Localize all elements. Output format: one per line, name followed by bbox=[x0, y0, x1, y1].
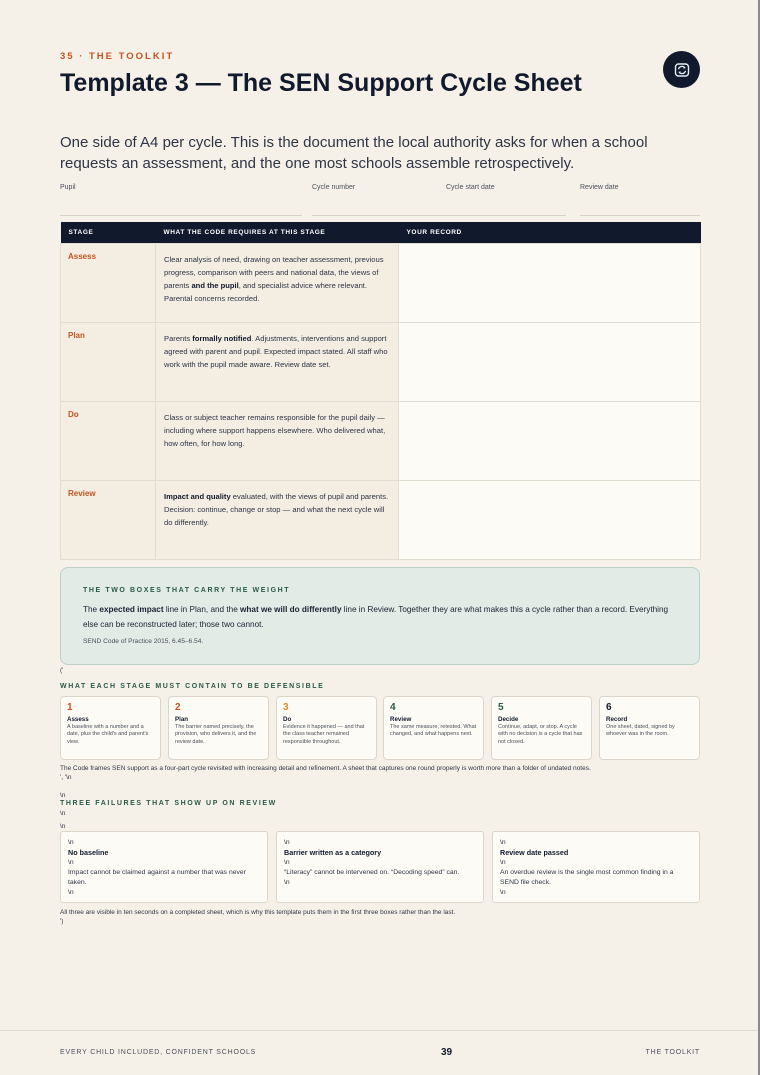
cycle-start-date-field[interactable] bbox=[446, 184, 566, 216]
refresh-cycle-icon bbox=[674, 62, 690, 78]
requirement-text: Clear analysis of need, drawing on teacher assessment, previous progress, comparison with peers and national data, the views of parents bbox=[164, 254, 384, 290]
raw-text-close: ') bbox=[60, 918, 64, 925]
footer-section: THE TOOLKIT bbox=[645, 1049, 700, 1056]
step-name: Record bbox=[606, 716, 628, 723]
step-description: The same measure, retested. What changed, and what happens next. bbox=[390, 724, 477, 738]
column-header-record: YOUR RECORD bbox=[399, 222, 701, 243]
step-card bbox=[491, 696, 592, 760]
callout-text: line in Plan, and the bbox=[163, 605, 241, 614]
raw-text-newline: \n bbox=[68, 839, 74, 846]
requirement-text: . Adjustments, interventions and support agreed with parent and pupil. Expected impact stated. All staff who work with the pupil made aware. Review date set. bbox=[164, 333, 388, 369]
table-row bbox=[61, 480, 701, 559]
sheet-fields bbox=[60, 184, 700, 216]
failures-note: All three are visible in ten seconds on a completed sheet, which is why this template puts them in the first three boxes rather than the last. bbox=[60, 909, 456, 916]
callout-text: line in Review. Together they are what makes this a cycle rather than a record. Everything else can be reconstructed later; those two cannot. bbox=[83, 605, 669, 629]
raw-text-newline: \n bbox=[500, 839, 506, 846]
raw-text-newline: \n bbox=[60, 823, 66, 830]
page-subtitle: One side of A4 per cycle. This is the document the local authority asks for when a school requests an assessment, and the one most schools assemble retrospectively. bbox=[60, 134, 648, 172]
step-number: 5 bbox=[498, 702, 504, 713]
cycle-number-field-label: Cycle number bbox=[312, 184, 356, 191]
callout-body bbox=[83, 602, 677, 632]
raw-text-mid: ', '\n bbox=[60, 774, 72, 781]
cycle-start-date-field-label: Cycle start date bbox=[446, 184, 495, 191]
table-row bbox=[61, 243, 701, 322]
column-header-stage: STAGE bbox=[61, 222, 156, 243]
review-date-field[interactable] bbox=[580, 184, 700, 216]
requirement-text: , and specialist advice where relevant. Parental concerns recorded. bbox=[164, 280, 368, 303]
step-number: 6 bbox=[606, 702, 612, 713]
callout-source: SEND Code of Practice 2015, 6.45–6.54. bbox=[83, 638, 204, 645]
callout-text: The bbox=[83, 605, 100, 614]
pupil-field[interactable] bbox=[60, 184, 302, 216]
step-number: 4 bbox=[390, 702, 396, 713]
requirement-cell bbox=[156, 480, 399, 559]
pupil-field-label: Pupil bbox=[60, 184, 76, 191]
step-name: Decide bbox=[498, 716, 519, 723]
step-description: A baseline with a number and a date, plus the child's and parent's view. bbox=[67, 724, 149, 745]
requirement-emphasis: and the pupil bbox=[191, 280, 239, 290]
requirement-text: Parents bbox=[164, 333, 193, 343]
step-card bbox=[276, 696, 377, 760]
requirement-text: evaluated, with the views of pupil and parents. Decision: continue, change or stop — and what the next cycle will do differently. bbox=[164, 491, 389, 527]
requirement-emphasis: formally notified bbox=[192, 333, 252, 343]
step-name: Plan bbox=[175, 716, 189, 723]
raw-text-open: (' bbox=[60, 667, 64, 674]
callout-heading: THE TWO BOXES THAT CARRY THE WEIGHT bbox=[83, 587, 291, 594]
step-card bbox=[168, 696, 269, 760]
step-description: Evidence it happened — and that the class teacher remained responsible throughout. bbox=[283, 724, 365, 745]
failure-name: No baseline bbox=[68, 848, 109, 857]
table-row bbox=[61, 322, 701, 401]
requirement-emphasis: Impact and quality bbox=[164, 491, 231, 501]
record-cell[interactable] bbox=[399, 480, 701, 559]
raw-text-newline: \n bbox=[500, 889, 506, 896]
stage-cell: Plan bbox=[61, 322, 156, 401]
failure-description: An overdue review is the single most common finding in a SEND file check. bbox=[500, 869, 674, 886]
stage-steps bbox=[60, 696, 700, 760]
step-description: The barrier named precisely, the provision, who delivers it, and the review date. bbox=[175, 724, 257, 745]
step-description: One sheet, dated, signed by whoever was in the room. bbox=[606, 724, 675, 738]
cycle-badge bbox=[663, 51, 700, 88]
failure-name: Barrier written as a category bbox=[284, 848, 382, 857]
section-label: 35 · THE TOOLKIT bbox=[60, 51, 175, 62]
record-cell[interactable] bbox=[399, 243, 701, 322]
failure-card bbox=[60, 831, 268, 903]
failure-name: Review date passed bbox=[500, 848, 569, 857]
step-name: Do bbox=[283, 716, 292, 723]
failure-card bbox=[492, 831, 700, 903]
raw-text-newline: \n bbox=[68, 889, 74, 896]
step-card bbox=[383, 696, 484, 760]
raw-text-newline: \n bbox=[60, 810, 66, 817]
raw-text-newline: \n bbox=[500, 859, 506, 866]
raw-text-newline: \n bbox=[68, 859, 74, 866]
requirement-text: Class or subject teacher remains responsible for the pupil daily — including where support happens elsewhere. Who delivered what, how often, for how long. bbox=[164, 412, 386, 448]
stages-heading: WHAT EACH STAGE MUST CONTAIN TO BE DEFENSIBLE bbox=[60, 683, 325, 690]
raw-text-newline: \n bbox=[284, 879, 290, 886]
stage-cell: Do bbox=[61, 401, 156, 480]
raw-text-newline: \n bbox=[284, 839, 290, 846]
stage-cell: Assess bbox=[61, 243, 156, 322]
footer-divider bbox=[0, 1030, 758, 1031]
raw-text-newline: \n bbox=[60, 792, 66, 799]
step-number: 3 bbox=[283, 702, 289, 713]
footer-publication: EVERY CHILD INCLUDED, CONFIDENT SCHOOLS bbox=[60, 1049, 257, 1056]
step-number: 1 bbox=[67, 702, 73, 713]
stage-cell: Review bbox=[61, 480, 156, 559]
requirement-cell bbox=[156, 401, 399, 480]
failures-heading: THREE FAILURES THAT SHOW UP ON REVIEW bbox=[60, 800, 277, 807]
weight-callout bbox=[60, 567, 700, 665]
requirement-cell bbox=[156, 243, 399, 322]
step-name: Assess bbox=[67, 716, 89, 723]
failure-card bbox=[276, 831, 484, 903]
step-card bbox=[60, 696, 161, 760]
step-number: 2 bbox=[175, 702, 181, 713]
column-header-requirements: WHAT THE CODE REQUIRES AT THIS STAGE bbox=[156, 222, 399, 243]
raw-text-newline: \n bbox=[284, 859, 290, 866]
review-date-field-label: Review date bbox=[580, 184, 619, 191]
failure-description: “Literacy” cannot be intervened on. “Decoding speed” can. bbox=[284, 869, 460, 876]
step-name: Review bbox=[390, 716, 412, 723]
page-title: Template 3 — The SEN Support Cycle Sheet bbox=[60, 69, 582, 97]
callout-emphasis: expected impact bbox=[99, 605, 164, 614]
record-cell[interactable] bbox=[399, 322, 701, 401]
table-row bbox=[61, 401, 701, 480]
table-header-row bbox=[61, 222, 701, 243]
record-cell[interactable] bbox=[399, 401, 701, 480]
failure-description: Impact cannot be claimed against a number that was never taken. bbox=[68, 869, 246, 886]
callout-emphasis: what we will do differently bbox=[240, 605, 342, 614]
page-number: 39 bbox=[441, 1047, 453, 1058]
step-description: Continue, adapt, or stop. A cycle with no decision is a cycle that has not closed. bbox=[498, 724, 583, 745]
requirement-cell bbox=[156, 322, 399, 401]
failure-cards bbox=[60, 831, 700, 903]
support-cycle-table bbox=[60, 222, 701, 560]
step-card bbox=[599, 696, 700, 760]
steps-note: The Code frames SEN support as a four-part cycle revisited with increasing detail and refinement. A sheet that captures one round properly is worth more than a folder of undated notes. bbox=[60, 765, 591, 772]
